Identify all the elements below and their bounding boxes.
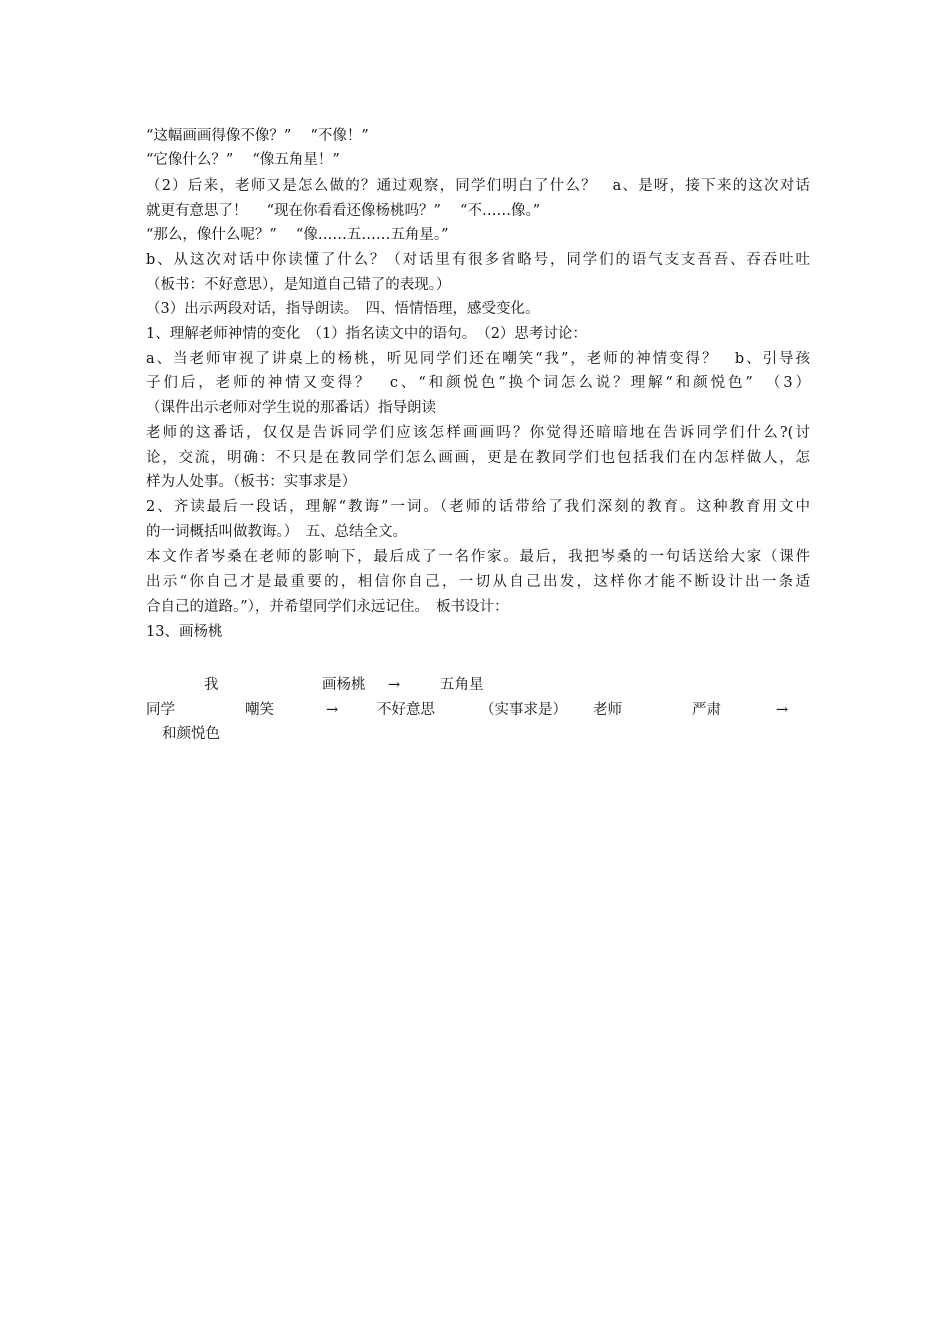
text-line: 就更有意思了！ “现在你看看还像杨桃吗？” “不……像。” [146,203,541,219]
text-line: （课件出示老师对学生说的那番话）指导朗读 [146,400,436,416]
board-shishiqiushi: （实事求是） [480,702,567,718]
board-wo: 我 [204,677,219,693]
text-line: “这幅画画得像不像？” “不像！” [146,128,369,144]
text-line: 的一词概括叫做教诲。） 五、总结全文。 [146,524,407,540]
text-line: （2）后来，老师又是怎么做的？通过观察，同学们明白了什么？ a、是呀，接下来的这次对话 [146,178,810,194]
board-chaoxiao: 嘲笑 [245,702,274,718]
board-wujiaoxing: 五角星 [440,677,484,693]
text-line: （板书：不好意思），是知道自己错了的表现。） [146,277,451,293]
board-hua-yangtao: 画杨桃 [322,677,366,693]
text-line: 13、画杨桃 [146,624,223,640]
text-line: b、从这次对话中你读懂了什么？（对话里有很多省略号，同学们的语气支支吾吾、吞吞吐吐 [146,252,810,268]
board-buhaoyisi: 不好意思 [377,702,435,718]
text-line: 子们后，老师的神情又变得？ c、“和颜悦色”换个词怎么说？理解“和颜悦色” （3） [146,375,810,391]
text-line: 老师的这番话，仅仅是告诉同学们应该怎样画画吗？你觉得还暗暗地在告诉同学们什么?(讨 [146,425,810,441]
text-line: 合自己的道路。”），并希望同学们永远记住。 板书设计： [146,599,509,615]
text-line: 1、理解老师神情的变化 （1）指名读文中的语句。 （2）思考讨论： [146,326,587,342]
text-line: 样为人处事。（板书：实事求是） [146,474,357,490]
text-line: “那么，像什么呢？” “像……五……五角星。” [146,227,449,243]
arrow-right-icon: → [776,702,789,718]
board-yansu: 严肃 [692,702,721,718]
board-laoshi: 老师 [593,702,622,718]
text-line: 出示“你自己才是最重要的，相信你自己，一切从自己出发，这样你才能不断设计出一条适 [146,574,810,590]
board-tongxue: 同学 [146,702,175,718]
text-line: （3）出示两段对话，指导朗读。 四、悟情悟理，感受变化。 [146,301,540,317]
text-line: a、当老师审视了讲桌上的杨桃，听见同学们还在嘲笑“我”，老师的神情变得？ b、引导孩 [146,351,810,367]
text-line: 论，交流，明确：不只是在教同学们怎么画画，更是在教同学们也包括我们在内怎样做人，怎 [146,450,810,466]
text-line: 2、齐读最后一段话，理解“教诲”一词。（老师的话带给了我们深刻的教育。这种教育用文中 [146,499,810,515]
arrow-right-icon: → [388,677,401,693]
arrow-right-icon: → [326,702,339,718]
text-line: “它像什么？” “像五角星！” [146,152,340,168]
board-heyanyuese: 和颜悦色 [162,726,220,742]
text-line: 本文作者岑桑在老师的影响下，最后成了一名作家。最后，我把岑桑的一句话送给大家（课件 [146,549,810,565]
